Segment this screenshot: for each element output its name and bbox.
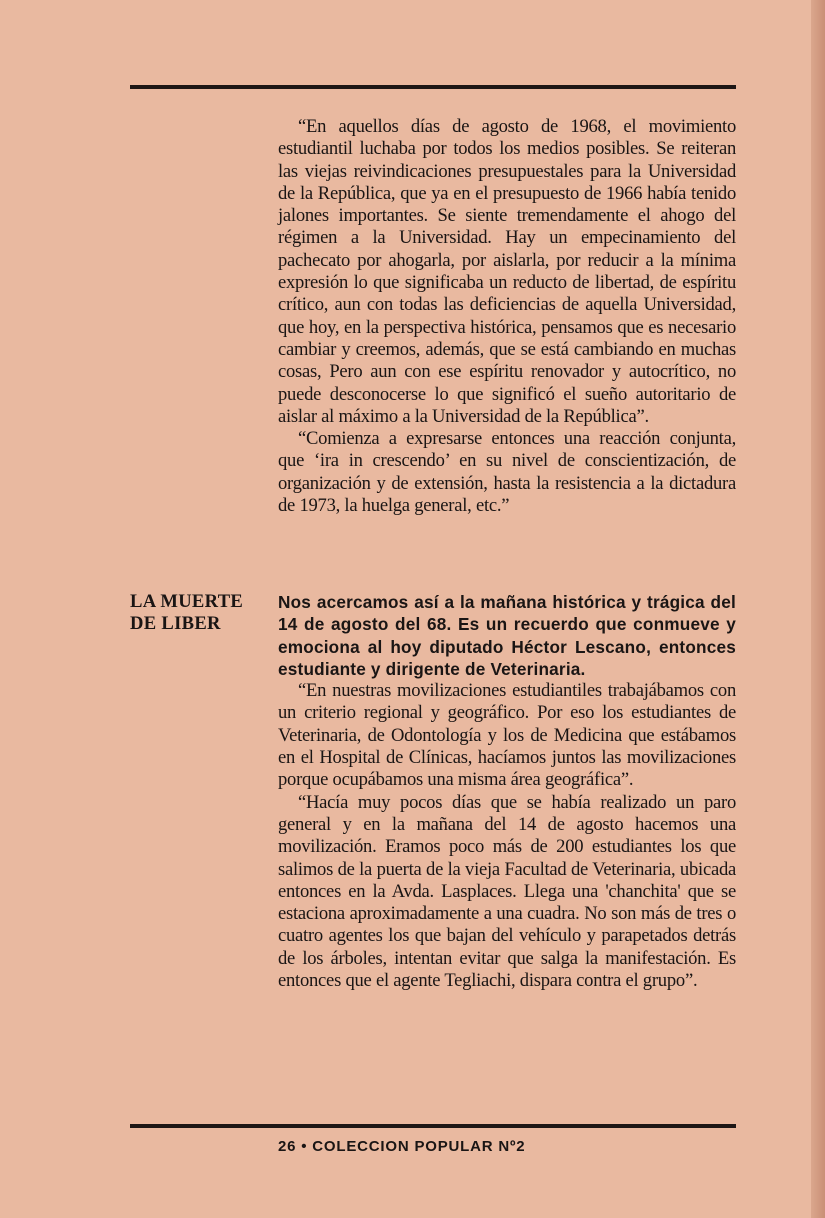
section-body (278, 591, 736, 992)
section-heading (130, 591, 275, 636)
section-lead: Nos acercamos así a la mañana histórica y trágica del 14 de agosto del 68. Es un recuerdo que conmueve y emociona al hoy diputado Héctor Lescano, entonces estudiante y dirigente de Veterinaria. (278, 592, 736, 679)
top-rule (130, 85, 736, 89)
page-spine-shadow (811, 0, 825, 1218)
section-paragraph: “En nuestras movilizaciones estudiantiles trabajábamos con un criterio regional y geográfico. Por eso los estudiantes de Veterinaria, de Odontología y los de Medicina que estábamos en el Hospital de Clínicas, hacíamos juntos las movilizaciones porque ocupábamos una misma área geográfica”. (278, 680, 736, 791)
section-heading-line-1: LA MUERTE (130, 591, 244, 612)
quote-paragraph: “Comienza a expresarse entonces una reacción conjunta, que ‘ira in crescendo’ en su nivel de conscientización, de organización y de extensión, hasta la resistencia a la dictadura de 1973, la huelga general, etc.” (278, 428, 736, 517)
quote-block-1 (278, 116, 736, 517)
section-paragraph: “Hacía muy pocos días que se había realizado un paro general y en la mañana del 14 de agosto hacemos una movilización. Eramos poco más de 200 estudiantes los que salimos de la puerta de la vieja Facultad de Veterinaria, ubicada entonces en la Avda. Lasplaces. Llega una 'chanchita' que se estaciona aproximadamente a una cuadra. No son más de tres o cuatro agentes los que bajan del vehículo y parapetados detrás de los árboles, intentan evitar que salga la manifestación. Es entonces que el agente Tegliachi, dispara contra el grupo”. (278, 791, 736, 992)
bottom-rule (130, 1124, 736, 1128)
page-footer: 26 • COLECCION POPULAR Nº2 (278, 1138, 526, 1155)
quote-paragraph: “En aquellos días de agosto de 1968, el movimiento estudiantil luchaba por todos los medios posibles. Se reiteran las viejas reivindicaciones presupuestales para la Universidad de la República, que ya en el presupuesto de 1966 había tenido jalones importantes. Se siente tremendamente el ahogo del régimen a la Universidad. Hay un empecinamiento del pachecato por ahogarla, por aislarla, por reducir a la mínima expresión lo que significaba un reducto de libertad, de espíritu crítico, aun con todas las deficiencias de aquella Universidad, que hoy, en la perspectiva histórica, pensamos que es necesario cambiar y creemos, además, que se está cambiando en muchas cosas, Pero aun con ese espíritu renovador y autocrítico, no puede desconocerse lo que significó el sueño autoritario de aislar al máximo a la Universidad de la República”. (278, 116, 736, 427)
section-heading-line-2: DE LIBER (130, 613, 221, 635)
